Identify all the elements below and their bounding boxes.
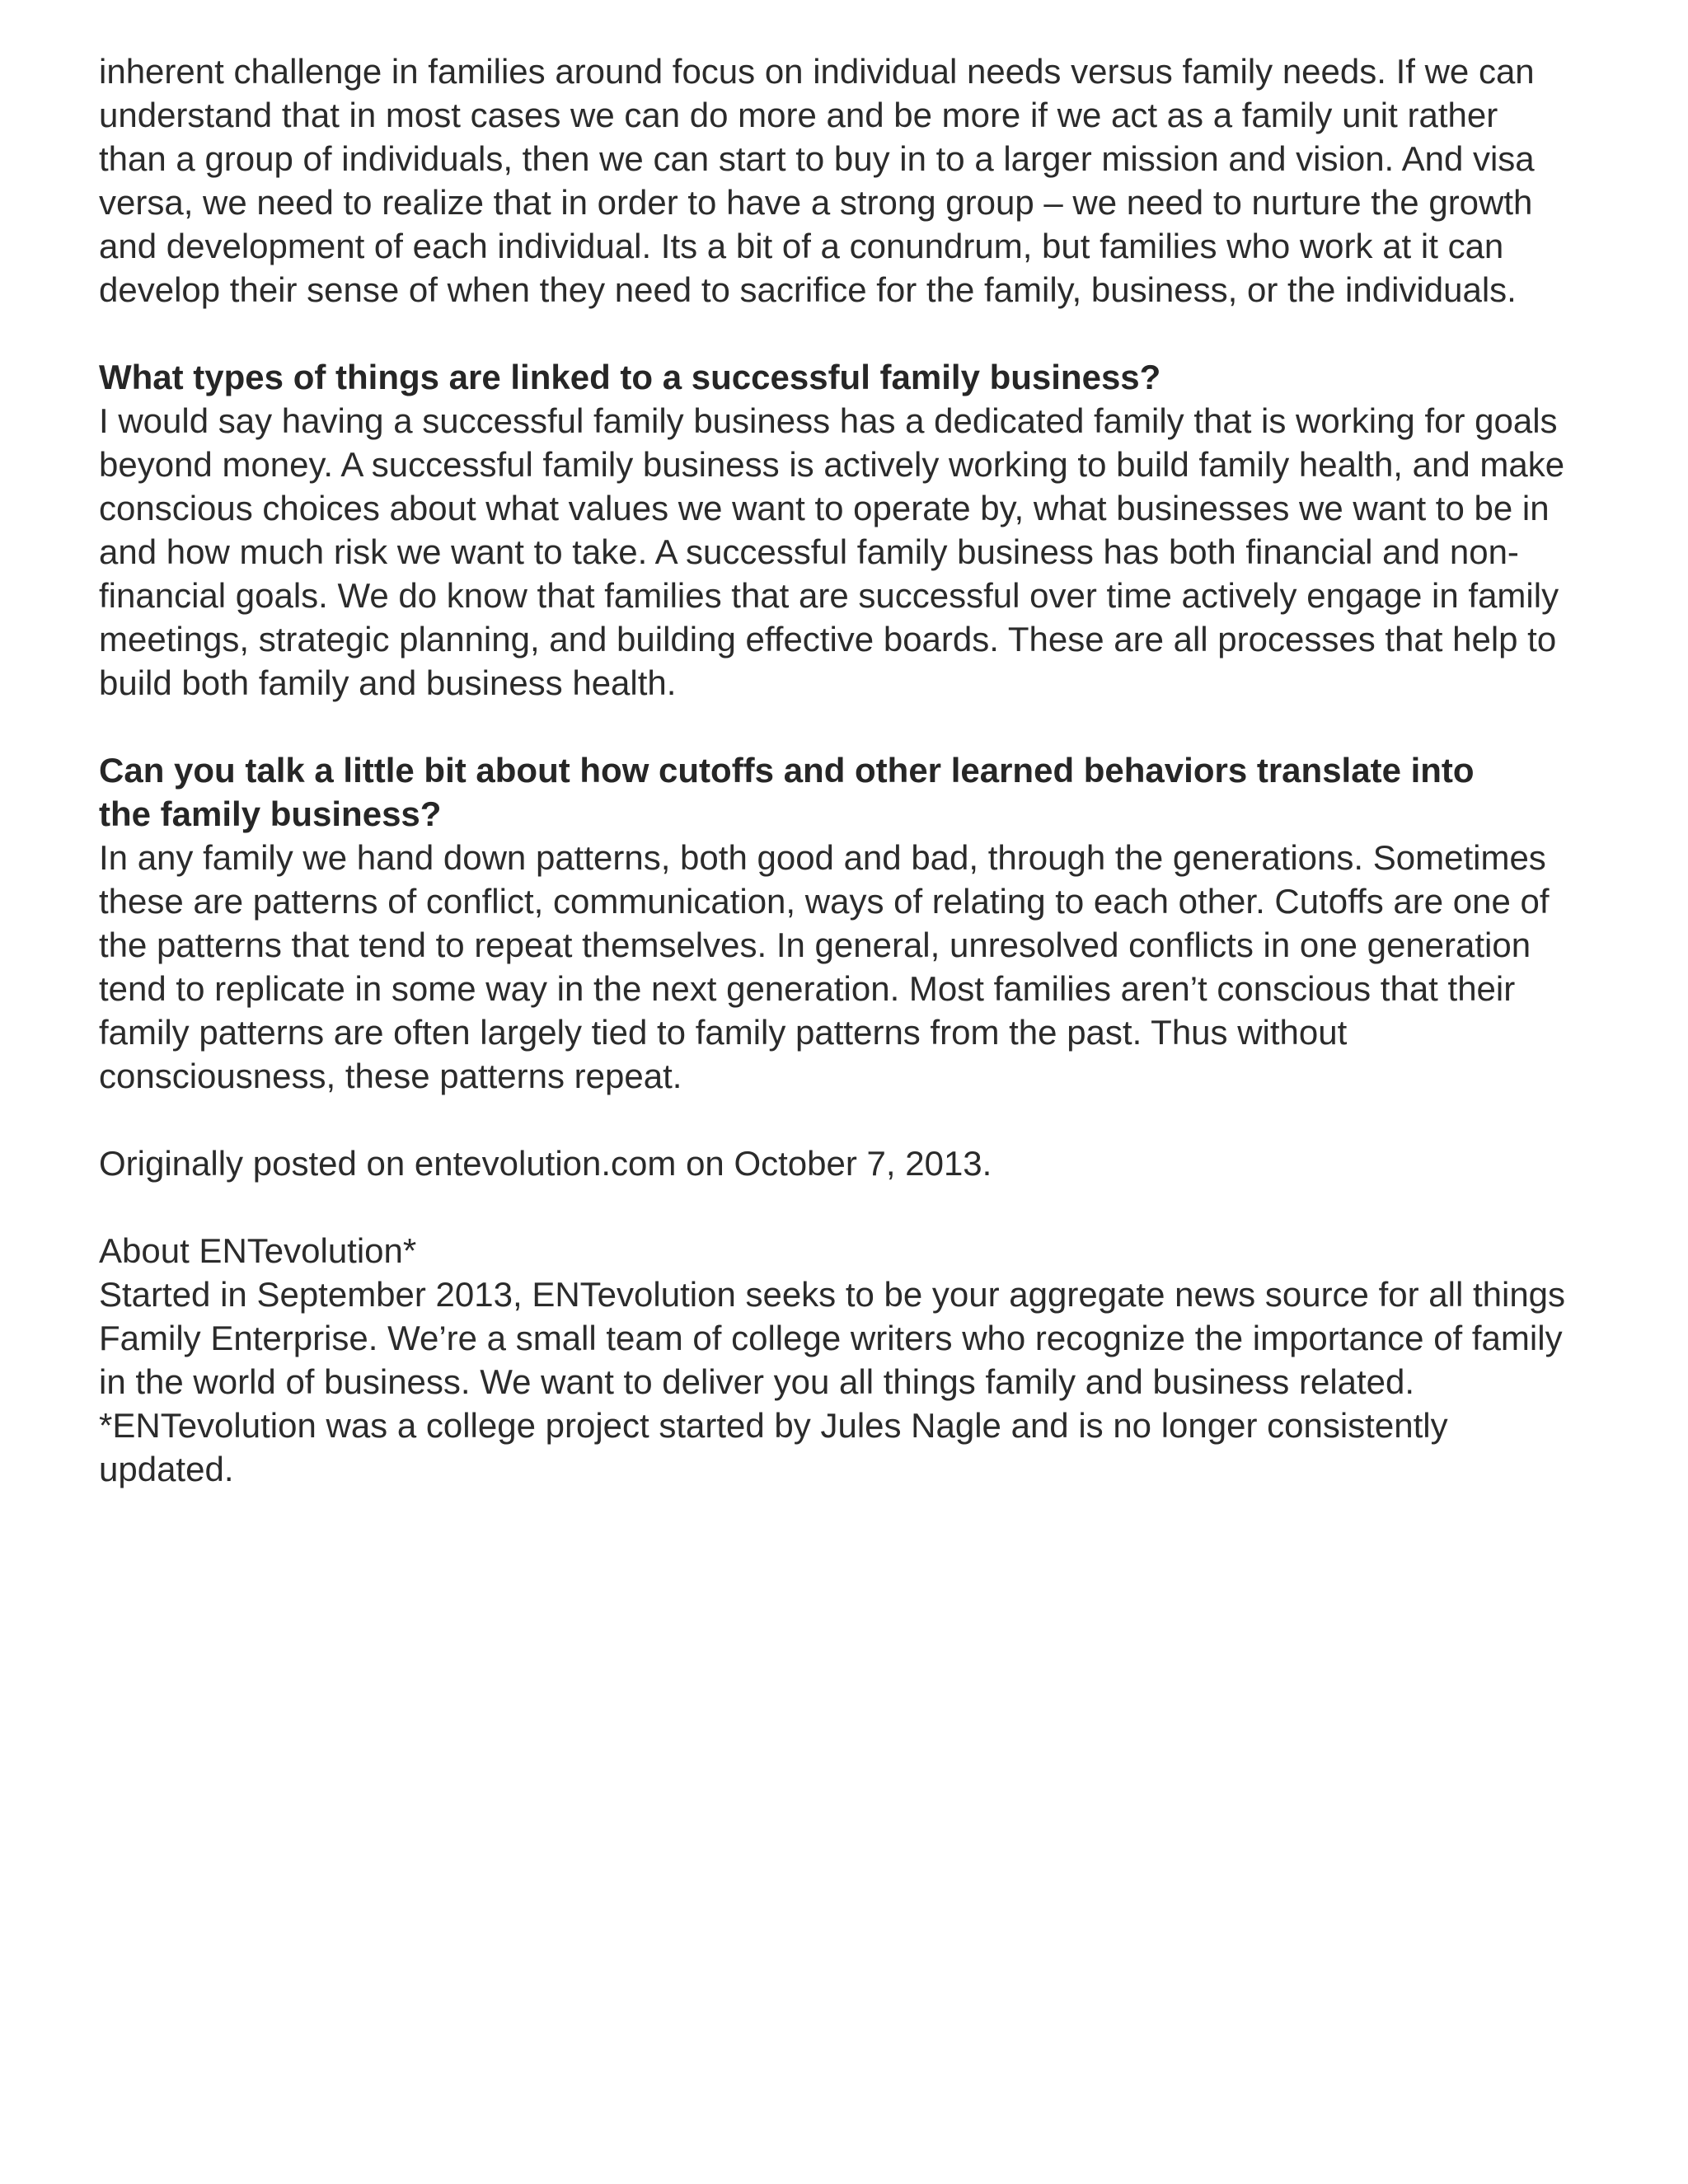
question-heading: Can you talk a little bit about how cutoffs and other learned behaviors translate into the family business? xyxy=(99,751,1475,833)
about-section xyxy=(99,1229,1607,1491)
qa-section-success xyxy=(99,355,1607,705)
answer-paragraph: I would say having a successful family business has a dedicated family that is working for goals beyond money. A successful family business is actively working to build family health, and make conscious choices about what values we want to operate by, what businesses we want to be in and how much risk we want to take. A successful family business has both financial and non- financial goals. We do know that families that are successful over time actively engage in family meetings, strategic planning, and building effective boards. These are all processes that help to build both family and business health. xyxy=(99,401,1565,702)
answer-paragraph: In any family we hand down patterns, both good and bad, through the generations. Sometimes these are patterns of conflict, communication, ways of relating to each other. Cutoffs are one of the patterns that tend to repeat themselves. In general, unresolved conflicts in one generation tend to replicate in some way in the next generation. Most families aren’t conscious that their family patterns are often largely tied to family patterns from the past. Thus without consciousness, these patterns repeat. xyxy=(99,838,1550,1095)
intro-paragraph: inherent challenge in families around focus on individual needs versus family needs. If we can understand that in most cases we can do more and be more if we act as a family unit rather than a group of individuals, then we can start to buy in to a larger mission and vision. And visa versa, we need to realize that in order to have a strong group – we need to nurture the growth and development of each individual. Its a bit of a conundrum, but families who work at it can develop their sense of when they need to sacrifice for the family, business, or the individuals. xyxy=(99,52,1535,309)
intro-section xyxy=(99,49,1607,312)
qa-section-cutoffs xyxy=(99,748,1607,1098)
about-body: Started in September 2013, ENTevolution seeks to be your aggregate news source for all things Family Enterprise. We’re a small team of college writers who recognize the importance of family in the world of business. We want to deliver you all things family and business related. *ENTevolution was a college project started by Jules Nagle and is no longer consistently updated. xyxy=(99,1275,1566,1488)
document-page xyxy=(99,49,1607,1535)
source-note-section xyxy=(99,1141,1607,1185)
about-title: About ENTevolution* xyxy=(99,1231,417,1270)
question-heading: What types of things are linked to a successful family business? xyxy=(99,358,1161,396)
source-note: Originally posted on entevolution.com on October 7, 2013. xyxy=(99,1144,992,1183)
